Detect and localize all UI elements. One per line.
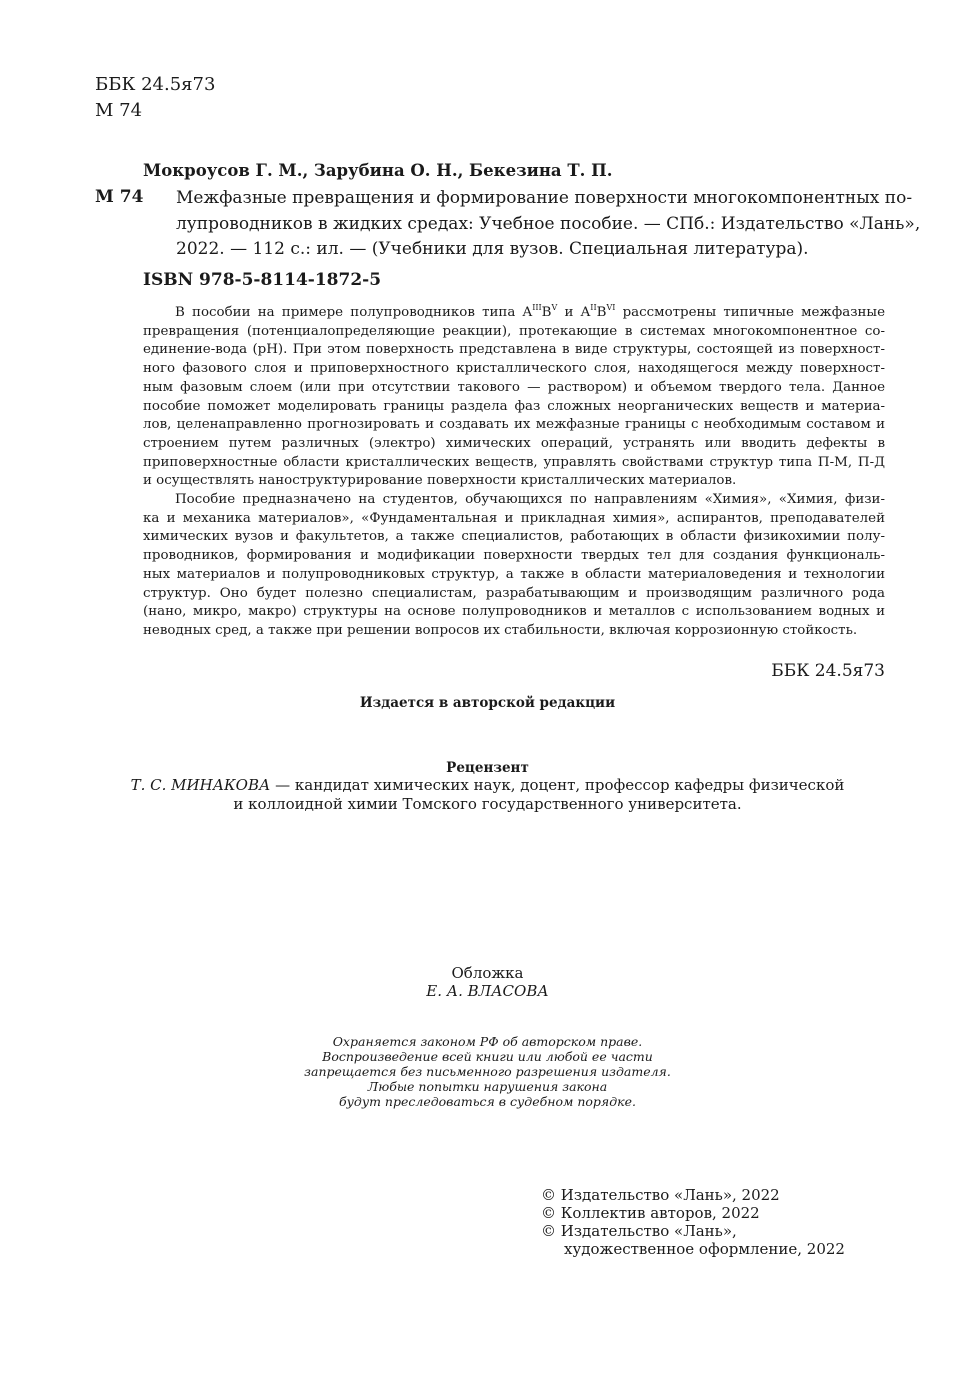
- text-line: превращения (потенциалопределяющие реакции), протекающие в системах многокомпонентное со-: [143, 323, 885, 339]
- copyright-notice: [0, 1034, 975, 1109]
- edition-note: Издается в авторской редакции: [359, 695, 616, 711]
- abstract-paragraph-2: [143, 491, 885, 641]
- text-line: (нано, микро, макро) структуры на основе полупроводников и металлов с использованием водных и: [143, 604, 885, 620]
- copyright-line: художественное оформление, 2022: [564, 1240, 845, 1258]
- cover-designer: Е. А. ВЛАСОВА: [426, 982, 549, 1000]
- reviewer-heading: Рецензент: [446, 760, 529, 776]
- text-line: запрещается без письменного разрешения издателя.: [304, 1064, 671, 1079]
- text-line: ным фазовым слоем (или при отсутствии такового — раствором) и объемом твердого тела. Данное: [143, 379, 885, 395]
- text-line: приповерхностные области кристаллических веществ, управлять свойствами структур типа П-М, П-Д: [143, 454, 885, 470]
- superscript: V: [551, 304, 558, 312]
- bbk-code-footer: ББК 24.5я73: [771, 661, 885, 681]
- reviewer-name: Т. С. МИНАКОВА: [130, 776, 271, 794]
- superscript: VI: [606, 304, 616, 312]
- text-line: неводных сред, а также при решении вопросов их стабильности, включая коррозионную стойкость.: [143, 622, 858, 638]
- text-line: 2022. — 112 с.: ил. — (Учебники для вузов. Специальная литература).: [176, 239, 809, 259]
- text-line: ных материалов и полупроводниковых структур, а также в области материаловедения и технологии: [143, 566, 885, 582]
- text-line: единение-вода (pH). При этом поверхность представлена в виде структуры, состоящей из поверхност-: [143, 342, 885, 358]
- text-line: строением путем различных (электро) химических операций, устранять или вводить дефекты в: [143, 435, 885, 451]
- record-author-mark: М 74: [95, 187, 144, 207]
- author-mark: М 74: [95, 100, 143, 121]
- reviewer-line-2: и коллоидной химии Томского государственного университета.: [233, 795, 742, 813]
- text-line: пособие поможет моделировать границы раздела фаз сложных неорганических веществ и материа-: [143, 398, 885, 414]
- bibliographic-title: [176, 186, 921, 263]
- text-line: Пособие предназначено на студентов, обучающихся по направлениям «Химия», «Химия, физи-: [175, 492, 885, 508]
- text-line: Любые попытки нарушения закона: [367, 1079, 608, 1094]
- text-line: и осуществлять наноструктурирование поверхности кристаллических материалов.: [143, 473, 737, 489]
- copyright-line: © Издательство «Лань», 2022: [541, 1186, 780, 1204]
- text-line: ного фазового слоя и приповерхностного кристаллического слоя, находящегося между поверхност-: [143, 361, 885, 377]
- abstract-paragraph-1: [143, 304, 885, 491]
- abstract: [143, 304, 885, 641]
- text-line: химических вузов и факультетов, а также специалистов, работающих в области физикохимии полу-: [143, 529, 885, 545]
- text-line: Межфазные превращения и формирование поверхности многокомпонентных по-: [176, 188, 913, 208]
- text-line: [143, 304, 885, 323]
- text-line: лупроводников в жидких средах: Учебное пособие. — СПб.: Издательство «Лань»,: [176, 213, 921, 234]
- reviewer-credentials: — кандидат химических наук, доцент, профессор кафедры физической: [270, 776, 845, 794]
- reviewer-info: [0, 776, 975, 814]
- cover-heading: Обложка: [451, 964, 524, 982]
- text-line: Воспроизведение всей книги или любой ее части: [322, 1049, 653, 1064]
- superscript: III: [532, 304, 542, 312]
- text-segment: и A: [557, 305, 591, 320]
- text-line: Охраняется законом РФ об авторском праве.: [332, 1034, 643, 1049]
- text-line: лов, целенаправленно прогнозировать и создавать их межфазные границы с необходимым составом и: [143, 417, 885, 433]
- copyright-line: © Издательство «Лань»,: [541, 1222, 737, 1240]
- text-line: проводников, формирования и модификации поверхности твердых тел для создания функциональ-: [143, 548, 885, 564]
- isbn: ISBN 978-5-8114-1872-5: [143, 270, 382, 290]
- reviewer-line-1: [0, 776, 975, 795]
- copyright-list: [541, 1186, 845, 1258]
- text-segment: B: [541, 305, 552, 320]
- text-segment: В пособии на примере полупроводников типа A: [175, 305, 533, 320]
- text-segment: рассмотрены типичные межфазные: [615, 305, 885, 320]
- authors: Мокроусов Г. М., Зарубина О. Н., Бекезина Т. П.: [143, 161, 613, 180]
- text-line: структур. Оно будет полезно специалистам, разрабатывающим и производящим различного рода: [143, 585, 885, 601]
- text-line: ка и механика материалов», «Фундаментальная и прикладная химия», аспирантов, преподавателей: [143, 510, 885, 526]
- bbk-code: ББК 24.5я73: [95, 74, 216, 95]
- copyright-line: © Коллектив авторов, 2022: [541, 1204, 760, 1222]
- text-line: будут преследоваться в судебном порядке.: [339, 1094, 636, 1109]
- text-segment: B: [596, 305, 607, 320]
- superscript: II: [590, 304, 597, 312]
